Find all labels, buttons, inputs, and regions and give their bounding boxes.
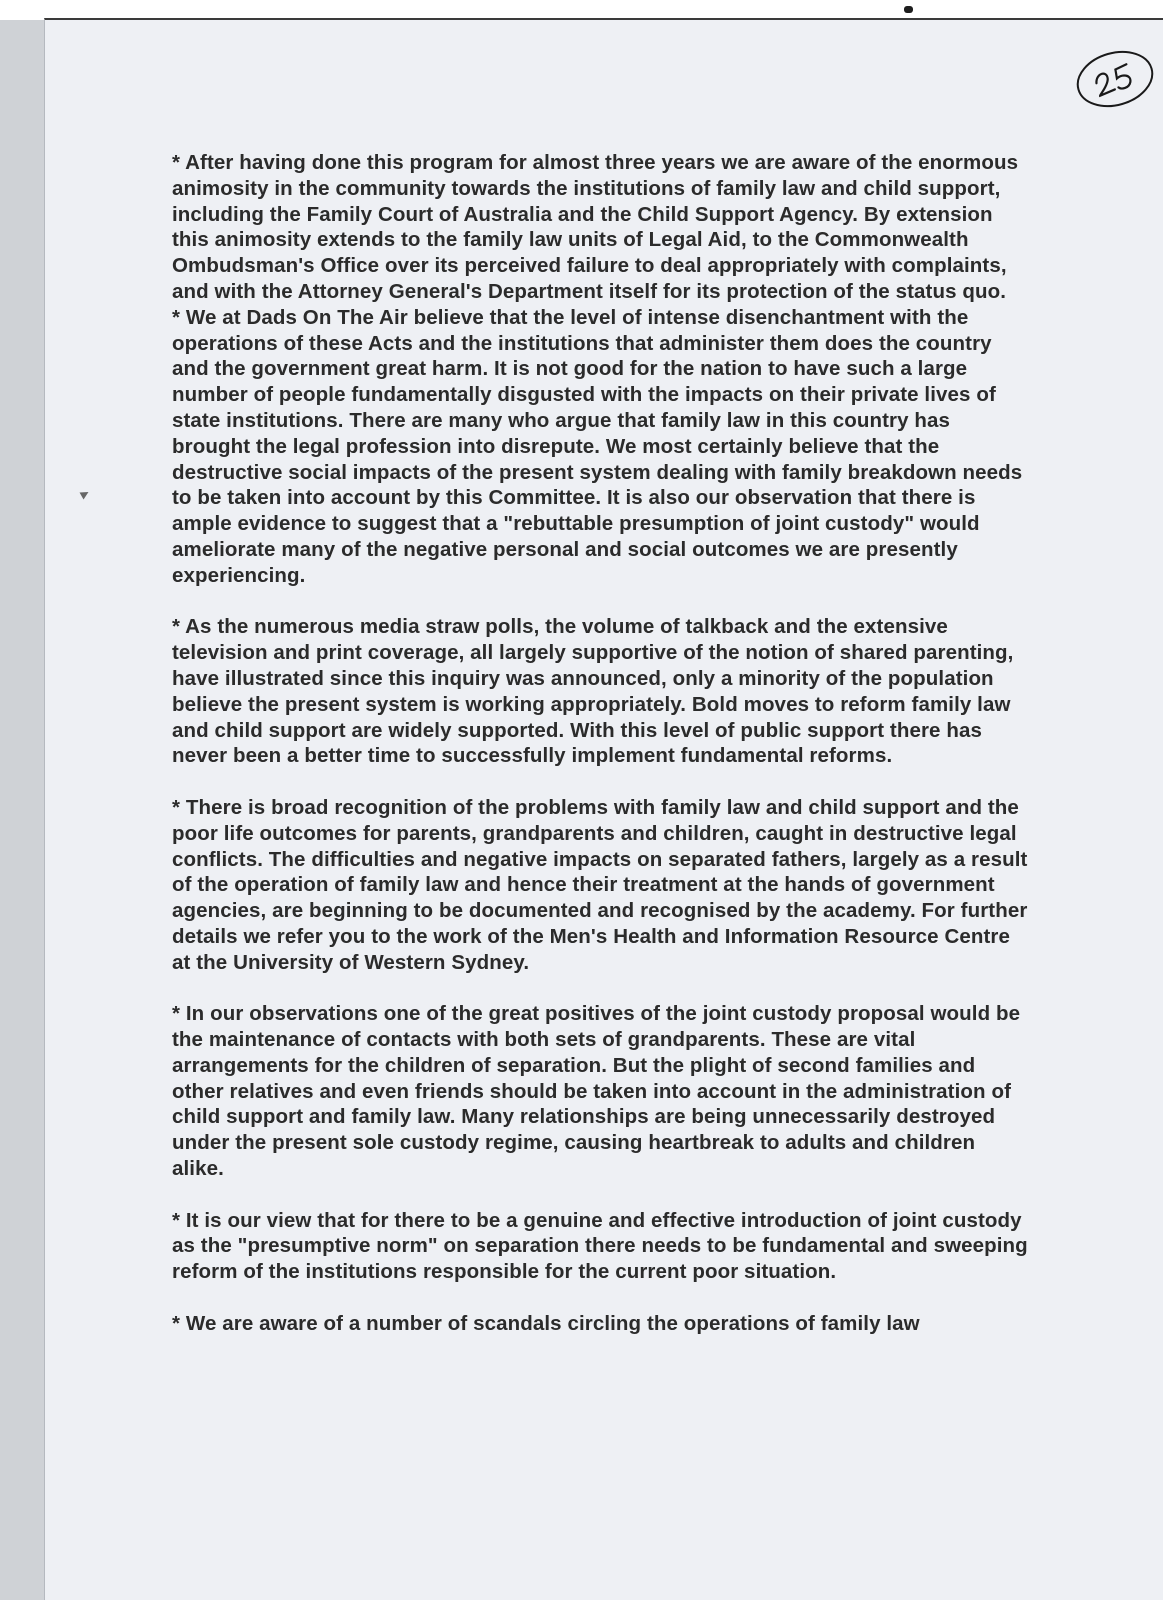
paragraph-grandparents: * In our observations one of the great positives of the joint custody proposal would be the maintenance of contacts with both sets of grandparents. These are vital arrangements for the children of separation. But the plight of second families and other relatives and even friends should be taken into account in the administration of child support and family law. Many relationships are being unnecessarily destroyed under the present sole custody regime, causing heartbreak to adults and children alike. (172, 1002, 1021, 1181)
scan-top-strip (0, 0, 1163, 20)
paragraph-recognition: * There is broad recognition of the problems with family law and child support and the poor life outcomes for parents, grandparents and children, caught in destructive legal conflicts. The difficulties and negative impacts on separated fathers, largely as a result of the operation of family law and hence their treatment at the hands of government agencies, are beginning to be documented and recognised by the academy. For further details we refer you to the work of the Men's Health and Information Resource Centre at the University of Western Sydney. (172, 795, 1028, 974)
paragraph-animosity: * After having done this program for almost three years we are aware of the enormous animosity in the community towards the institutions of family law and child support, including the Family Court of Australia and the Child Support Agency. By extension this animosity extends to the family law units of Legal Aid, to the Commonwealth Ombudsman's Office over its perceived failure to deal appropriately with complaints, and with the Attorney General's Department itself for its protection of the status quo. (172, 151, 1019, 303)
document-body (172, 150, 1032, 1362)
margin-arrow-mark (80, 489, 91, 500)
paragraph-scandals: * We are aware of a number of scandals circling the operations of family law (172, 1311, 920, 1335)
scan-mark (904, 6, 913, 13)
paragraph-presumptive-norm: * It is our view that for there to be a genuine and effective introduction of joint custody as the "presumptive norm" on separation there needs to be fundamental and sweeping reform of the institutions responsible for the current poor situation. (172, 1208, 1028, 1284)
paragraph-public-support: * As the numerous media straw polls, the volume of talkback and the extensive television and print coverage, all largely supportive of the notion of shared parenting, have illustrated since this inquiry was announced, only a minority of the population believe the present system is working appropriately. Bold moves to reform family law and child support are widely supported. With this level of public support there has never been a better time to successfully implement fundamental reforms. (172, 615, 1014, 768)
paragraph-disenchantment: * We at Dads On The Air believe that the level of intense disenchantment with the operations of these Acts and the institutions that administer them does the country and the government great harm. It is not good for the nation to have such a large number of people fundamentally disgusted with the impacts on their private lives of state institutions. There are many who argue that family law in this country has brought the legal profession into disrepute. We most certainly believe that the destructive social impacts of the present system dealing with family breakdown needs to be taken into account by this Committee. It is also our observation that there is ample evidence to suggest that a "rebuttable presumption of joint custody" would ameliorate many of the negative personal and social outcomes we are presently experiencing. (172, 305, 1023, 587)
